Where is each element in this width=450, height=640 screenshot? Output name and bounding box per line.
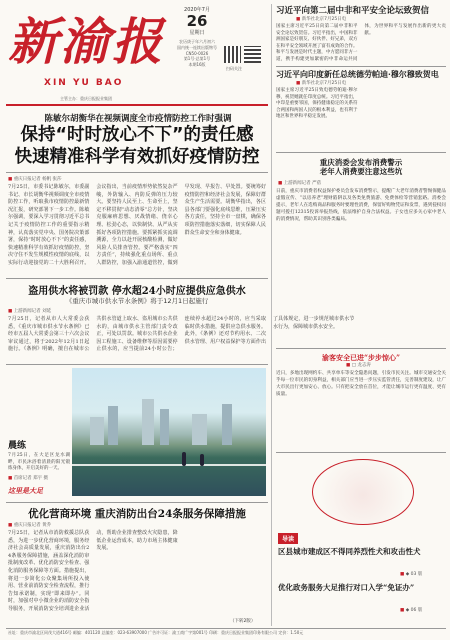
- consumer-tag: ■ 上游新闻记者 严蓓: [278, 180, 321, 186]
- photo-building: [222, 404, 232, 445]
- photo-railing: [72, 464, 266, 466]
- issue-line: CN50-0026: [185, 51, 209, 56]
- masthead: [0, 0, 268, 106]
- water-divider: [6, 278, 268, 279]
- guide-item[interactable]: 优化政务服务大足推行对口入学“免证办”: [278, 583, 415, 592]
- guide-item-page: ■ ◆ 03 版: [400, 571, 422, 577]
- consumer-kicker[interactable]: 重庆消委会发布消费警示: [276, 152, 446, 168]
- issue-line: 第1号·总第1号: [183, 56, 211, 61]
- qr-code[interactable]: [224, 46, 241, 63]
- second-byline: ■ 新华社北京7月25日电: [296, 80, 346, 86]
- top-body: 国家主席习近平25日向第二届中非和平安全论坛致贺信。习近平指出，中国和非洲国家是好朋友、好伙伴、好兄弟，双方在和平安全领域开展了富有成效的合作。和平与发展是时代主题，中方愿同非方一道，携手构建更加紧密的中非命运共同体，为世界和平与发展作出新的更大贡献。: [276, 24, 446, 62]
- masthead-logo: 新渝报: [8, 12, 164, 71]
- water-headline[interactable]: 盗用供水将被罚款 停水超24小时应提供应急供水: [28, 286, 246, 297]
- consumer-headline[interactable]: 老年人消费要注意这些坑: [319, 167, 403, 176]
- guide-title: 导读: [278, 533, 298, 544]
- guide-item-page: ■ ◆ 06 版: [400, 607, 422, 613]
- photo-building: [108, 406, 118, 444]
- photo-divider: [6, 364, 268, 365]
- photo-caption-title: 晨练: [8, 441, 27, 451]
- photo-badge: [8, 478, 70, 494]
- fire-headline[interactable]: 优化营商环境 重庆消防出台24条服务保障措施: [28, 508, 246, 520]
- fire-tag: ■ 重庆日报记者 黄乔: [8, 522, 51, 528]
- fire-body: 7月25日，记者从市消防救援总队获悉，为进一步优化营商环境，服务经济社会高质量发展，重庆消防出台24条服务保障措施，涵盖深化消防审批制度改革、优化消防安全检查、强化消防服务保障等方面。措施提出，将进一步简化公众聚集场所投入使用、营业前消防安全检查流程，推行告知承诺制，实现“即来即办”。同时，加强对中小微企业的消防安全指导服务，开展消防安全培训进企业活动，帮助企业排查整改火灾隐患，降低企业运营成本，助力市场主体健康发展。: [8, 530, 178, 612]
- photo-building: [90, 417, 104, 445]
- qr-code-2[interactable]: [244, 46, 261, 63]
- photo-building: [142, 399, 154, 445]
- commentary-headline[interactable]: 渝客安全已进“步步惊心”: [276, 348, 446, 363]
- pages-count: 本期16版: [188, 62, 206, 67]
- issue-line: 国内统一连续出版物号: [177, 45, 217, 50]
- photo-person: [200, 454, 204, 466]
- guide-item[interactable]: 区县城市建成区不得同养烈性犬和攻击性犬: [278, 547, 421, 556]
- second-body: 国家主席习近平25日致电德劳帕迪·穆尔穆，祝贺她就任印度总统。习近平指出，中印是重要邻国，保持健康稳定的关系符合两国和两国人民的根本利益，也有利于地区和世界和平稳定发展。: [276, 88, 358, 120]
- issue-line: 农历庚子年六月初六: [179, 39, 215, 44]
- lead-headline[interactable]: 快速精准科学有效抓好疫情防控: [14, 147, 260, 167]
- masthead-divider: [6, 104, 268, 106]
- photo-person: [182, 452, 186, 466]
- sponsor-line: 主管主办：重庆日报报业集团: [60, 96, 112, 101]
- water-body: 7月25日，记者从市人大常委会获悉，《重庆市城市供水节水条例》已经市五届人大常委会第三十六次会议审议通过，将于2022年12月1日起施行。《条例》明确，擅自在城市公共供水管道上取水、盗用城市公共供水的，由城市供水主管部门责令改正，可处以罚款。城市公共供水企业因工程施工、设备维修等原因需要停止供水的，应当提前24小时公告；连续停水超过24小时的，应当采取临时供水措施，提供应急供水服务。此外，《条例》还对节约用水、二次供水管理、用户权益保护等方面作出了具体规定，进一步规范城市供水节水行为，保障城市供水安全。: [8, 316, 355, 353]
- date-weekday: 星期日: [189, 30, 205, 36]
- guide-illustration: [312, 459, 414, 525]
- date-day: 26: [186, 12, 208, 30]
- right-column-divider: [271, 4, 272, 626]
- top-byline: ■ 新华社北京7月25日电: [296, 16, 346, 22]
- footer-divider: [6, 628, 446, 629]
- footer-text: 社址：重庆市渝北区同茂大道416号 邮编：401120 总编室：023-63907000 广告许可证：渝工商广字第001号 印刷：重庆日报报业集团印务有限公司 定价：1.50元: [8, 630, 304, 635]
- water-subhead: 《重庆市城市供水节水条例》将于12月1日起施行: [65, 297, 209, 305]
- lead-body: 7月25日，市委书记陈敏尔，市委副书记、市长胡衡华视频调度全市疫情防控工作，听取我市疫情防控最新情况汇报，研究部署下一步工作。陈敏尔强调，要深入学习贯彻习近平总书记关于疫情防控工作的重要指示精神，认真落实党中央、国务院决策部署，保持“时时放心不下”的责任感，快速精准科学有效抓好疫情防控，坚决守住不发生规模性疫情的底线，以实际行动迎接党的二十大胜利召开。会议指出，当前疫情形势依然复杂严峻，外防输入、内防反弹的压力较大。要坚持人民至上、生命至上，坚定不移贯彻“动态清零”总方针，坚决克服麻痹思想、厌战情绪、侥幸心理、松劲心态，以快制快、从严从实抓好各项防控措施。要抓紧抓实流调溯源，全力以赴开展核酸检测，做好风险人员排查管控。要严格落实“四方责任”，持续强化重点场所、重点人群防控，加强入渝通道管控，做到早发现、早报告、早处置。要统筹好疫情防控和经济社会发展，保障好群众生产生活需要。胡衡华指出，各区县各部门要强化底线思维，压紧压实各方责任，坚持全市一盘棋，确保各项防控措施落实落细，切实保障人民群众生命安全和身体健康。: [8, 184, 266, 266]
- commentary-byline: ■ □ 龙志涛: [346, 362, 371, 368]
- guide-box: [276, 452, 446, 625]
- fire-continued[interactable]: （下转2版）: [230, 619, 256, 624]
- photo-building: [160, 409, 169, 445]
- fire-divider: [6, 502, 268, 503]
- second-headline[interactable]: 习近平向印度新任总统德劳帕迪·穆尔穆致贺电: [276, 66, 446, 80]
- morning-exercise-photo[interactable]: [72, 368, 266, 496]
- date-block: [176, 6, 218, 68]
- lead-tag: ■ 重庆日报记者 杨帆 张莎: [8, 176, 62, 182]
- commentary-body: 近日，多地出现网约车、共享单车等安全隐患问题，引发市民关注。城市交通安全关乎每一位市民的切身利益，相关部门应当进一步压实监管责任，完善制度建设，让广大市民出行更加安心、放心。只有把安全放在首位，才能让城市运行更有温度、更有质量。: [276, 371, 446, 397]
- lead-kicker: 陈敏尔胡衡华在视频调度全市疫情防控工作时强调: [44, 114, 232, 124]
- water-tag: ■ 上游新闻记者 刘延: [8, 308, 51, 314]
- photo-badge-text: 这里是大足: [8, 487, 43, 495]
- top-headline[interactable]: 习近平向第二届中非和平安全论坛致贺信: [276, 6, 430, 16]
- masthead-pinyin: XIN YU BAO: [44, 78, 124, 88]
- lead-headline[interactable]: 保持“时时放心不下”的责任感: [20, 125, 254, 145]
- qr-caption: 扫码关注: [226, 66, 242, 71]
- photo-building: [192, 414, 207, 445]
- lead-divider: [6, 172, 268, 173]
- consumer-body: 日前，重庆市消费者权益保护委员会发布消费警示，提醒广大老年消费者警惕保健品虚假宣传、“以房养老”理财陷阱以及各类免费旅游、免费体检等营销套路。消委会提示，老年人在选购商品和服务时要理性消费，保留好购物凭证和发票，遇到侵权问题可拨打12315投诉举报热线，依法维护自身合法权益。子女也应多关心家中老人的消费情况，帮助其识别各类骗局。: [276, 189, 446, 222]
- photo-caption-body: 7月25日，在大足区龙水湖畔，市民沐浴着清晨的阳光锻炼身体，开启美好的一天。: [8, 453, 70, 471]
- photo-credit: ■ 首席记者 郑宇 摄: [8, 475, 70, 481]
- date-year-month: 2020年7月: [184, 7, 210, 13]
